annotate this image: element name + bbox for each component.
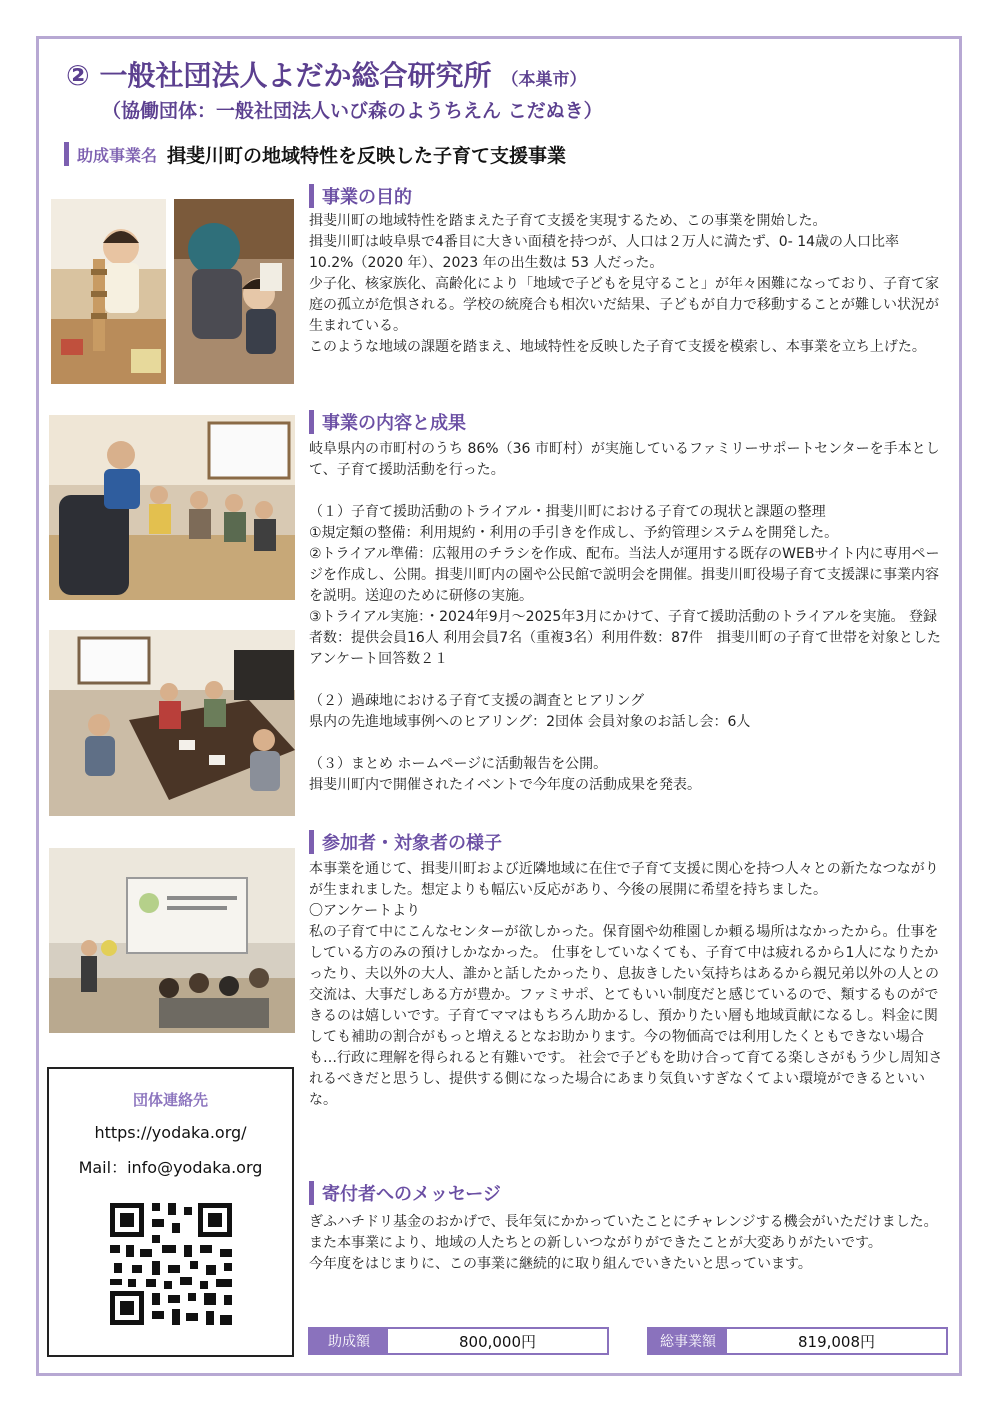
section-title: 事業の内容と成果 bbox=[322, 413, 466, 434]
section-participants-heading bbox=[309, 828, 502, 856]
grant-label: 助成事業名 bbox=[77, 145, 158, 165]
grant-name: 揖斐川町の地域特性を反映した子育て支援事業 bbox=[167, 144, 567, 167]
paragraph: 私の子育て中にこんなセンターが欲しかった。保育園や幼稚園しか頼る場所はなかったから。仕事をしている方のみの預けしかなかった。 仕事をしていなくても、子育て中は疲れるから1人になりたかったり、夫以外の大人、誰かと話したかったり、息抜きしたい気持ちはあるから親兄弟以外の人との交流は、大事だしある方が豊か。ファミサポ、とてもいい制度だと感じているので、類するものができるのは嬉しいです。子育てママはもちろん助かるし、預かりたい層も地域貢献になるし。料金に関しても補助の割合がもっと増えるとなお助かります。今の物価高では利用したくともできない場合も…行政に理解を得られると有難いです。 社会で子どもを助け合って育てる楽しさがもう少し周知されるべきだと思うし、提供する側になった場合にあまり気負いすぎなくてよい環境ができるといいな。 bbox=[309, 924, 943, 1108]
heading-bar bbox=[309, 1181, 314, 1205]
section-message-body bbox=[309, 1212, 949, 1275]
section-participants-body bbox=[309, 859, 949, 1111]
section-title: 参加者・対象者の様子 bbox=[322, 833, 502, 854]
page-title bbox=[66, 54, 586, 94]
paragraph: 少子化、核家族化、高齢化により「地域で子どもを見守ること」が年々困難になっており、子育て家庭の孤立が危惧される。学校の統廃合も相次いだ結果、子どもが自力で移動することが難しい状況が生まれている。 bbox=[309, 276, 939, 334]
section-content-heading bbox=[309, 408, 466, 436]
paragraph: 今年度をはじまりに、この事業に継続的に取り組んでいきたいと思っています。 bbox=[309, 1256, 812, 1272]
contact-url[interactable]: https://yodaka.org/ bbox=[94, 1123, 247, 1142]
paragraph: （３）まとめ ホームページに活動報告を公開。 bbox=[309, 756, 608, 772]
heading-bar bbox=[309, 184, 314, 208]
photo-presentation bbox=[49, 848, 295, 1033]
contact-title: 団体連絡先 bbox=[132, 1091, 208, 1109]
section-message-heading bbox=[309, 1179, 501, 1207]
paragraph: ①規定類の整備：利用規約・利用の手引きを作成し、予約管理システムを開発した。 bbox=[309, 525, 839, 541]
paragraph: 県内の先進地域事例へのヒアリング：2団体 会員対象のお話し会：6人 bbox=[309, 714, 751, 730]
photo-child-reading bbox=[174, 199, 294, 384]
photo-workshop-room bbox=[49, 415, 295, 600]
organization-name: ② 一般社団法人よだか総合研究所 bbox=[66, 59, 492, 92]
section-content-body bbox=[309, 439, 949, 796]
paragraph: 〇アンケートより bbox=[309, 903, 421, 919]
photo-meeting-table bbox=[49, 630, 295, 816]
paragraph: （２）過疎地における子育て支援の調査とヒアリング bbox=[309, 693, 645, 709]
section-purpose-heading bbox=[309, 182, 412, 210]
heading-bar bbox=[64, 142, 69, 166]
partner-organization: （協働団体：一般社団法人いび森のようちえん こだぬき） bbox=[102, 100, 603, 122]
paragraph: 揖斐川町は岐阜県で4番目に大きい面積を持つが、人口は２万人に満たず、0- 14歳の人口比率 10.2%（2020 年）、2023 年の出生数は 53 人だった。 bbox=[309, 234, 900, 271]
section-purpose-body bbox=[309, 211, 949, 358]
heading-bar bbox=[309, 410, 314, 434]
paragraph: 岐阜県内の市町村のうち 86%（36 市町村）が実施しているファミリーサポートセンターを手本として、子育て援助活動を行った。 bbox=[309, 441, 940, 478]
paragraph: 揖斐川町の地域特性を踏まえた子育て支援を実現するため、この事業を開始した。 bbox=[309, 213, 827, 229]
total-amount-box bbox=[647, 1327, 948, 1355]
paragraph: ぎふハチドリ基金のおかげで、長年気にかかっていたことにチャレンジする機会がいただけました。また本事業により、地域の人たちとの新しいつながりができたことが大変ありがたいです。 bbox=[309, 1214, 938, 1251]
paragraph: ②トライアル準備：広報用のチラシを作成、配布。当法人が運用する既存のWEBサイト内に専用ページを作成し、公開。揖斐川町内の園や公民館で説明会を開催。揖斐川町役場子育て支援課に事業内容を説明。送迎のために研修の実施。 bbox=[309, 546, 940, 604]
heading-bar bbox=[309, 830, 314, 854]
section-title: 事業の目的 bbox=[322, 187, 412, 208]
grant-amount-value: 800,000円 bbox=[458, 1332, 537, 1351]
paragraph: 揖斐川町内で開催されたイベントで今年度の活動成果を発表。 bbox=[309, 777, 701, 793]
grant-amount-box bbox=[308, 1327, 609, 1355]
photo-child-blocks bbox=[51, 199, 166, 384]
total-amount-value: 819,008円 bbox=[797, 1332, 876, 1351]
grant-amount-label: 助成額 bbox=[310, 1329, 388, 1353]
city-name: （本巣市） bbox=[501, 70, 587, 90]
paragraph: このような地域の課題を踏まえ、地域特性を反映した子育て支援を模索し、本事業を立ち上げた。 bbox=[309, 339, 926, 355]
grant-title-row bbox=[64, 140, 566, 168]
total-amount-label: 総事業額 bbox=[649, 1329, 727, 1353]
section-title: 寄付者へのメッセージ bbox=[322, 1184, 501, 1205]
paragraph: ③トライアル実施：・2024年9月～2025年3月にかけて、子育て援助活動のトライアルを実施。 登録者数：提供会員16人 利用会員7名（重複3名）利用件数：87件 揖斐川町の子育て世帯を対象としたアンケート回答数２１ bbox=[309, 609, 941, 667]
paragraph: （１）子育て援助活動のトライアル・揖斐川町における子育ての現状と課題の整理 bbox=[309, 504, 826, 520]
qr-code-icon[interactable] bbox=[106, 1199, 236, 1329]
paragraph: 本事業を通じて、揖斐川町および近隣地域に在住で子育て支援に関心を持つ人々との新たなつながりが生まれました。想定よりも幅広い反応があり、今後の展開に希望を持ちました。 bbox=[309, 861, 939, 898]
contact-mail[interactable]: Mail：info@yodaka.org bbox=[78, 1158, 263, 1177]
contact-box bbox=[47, 1067, 294, 1357]
